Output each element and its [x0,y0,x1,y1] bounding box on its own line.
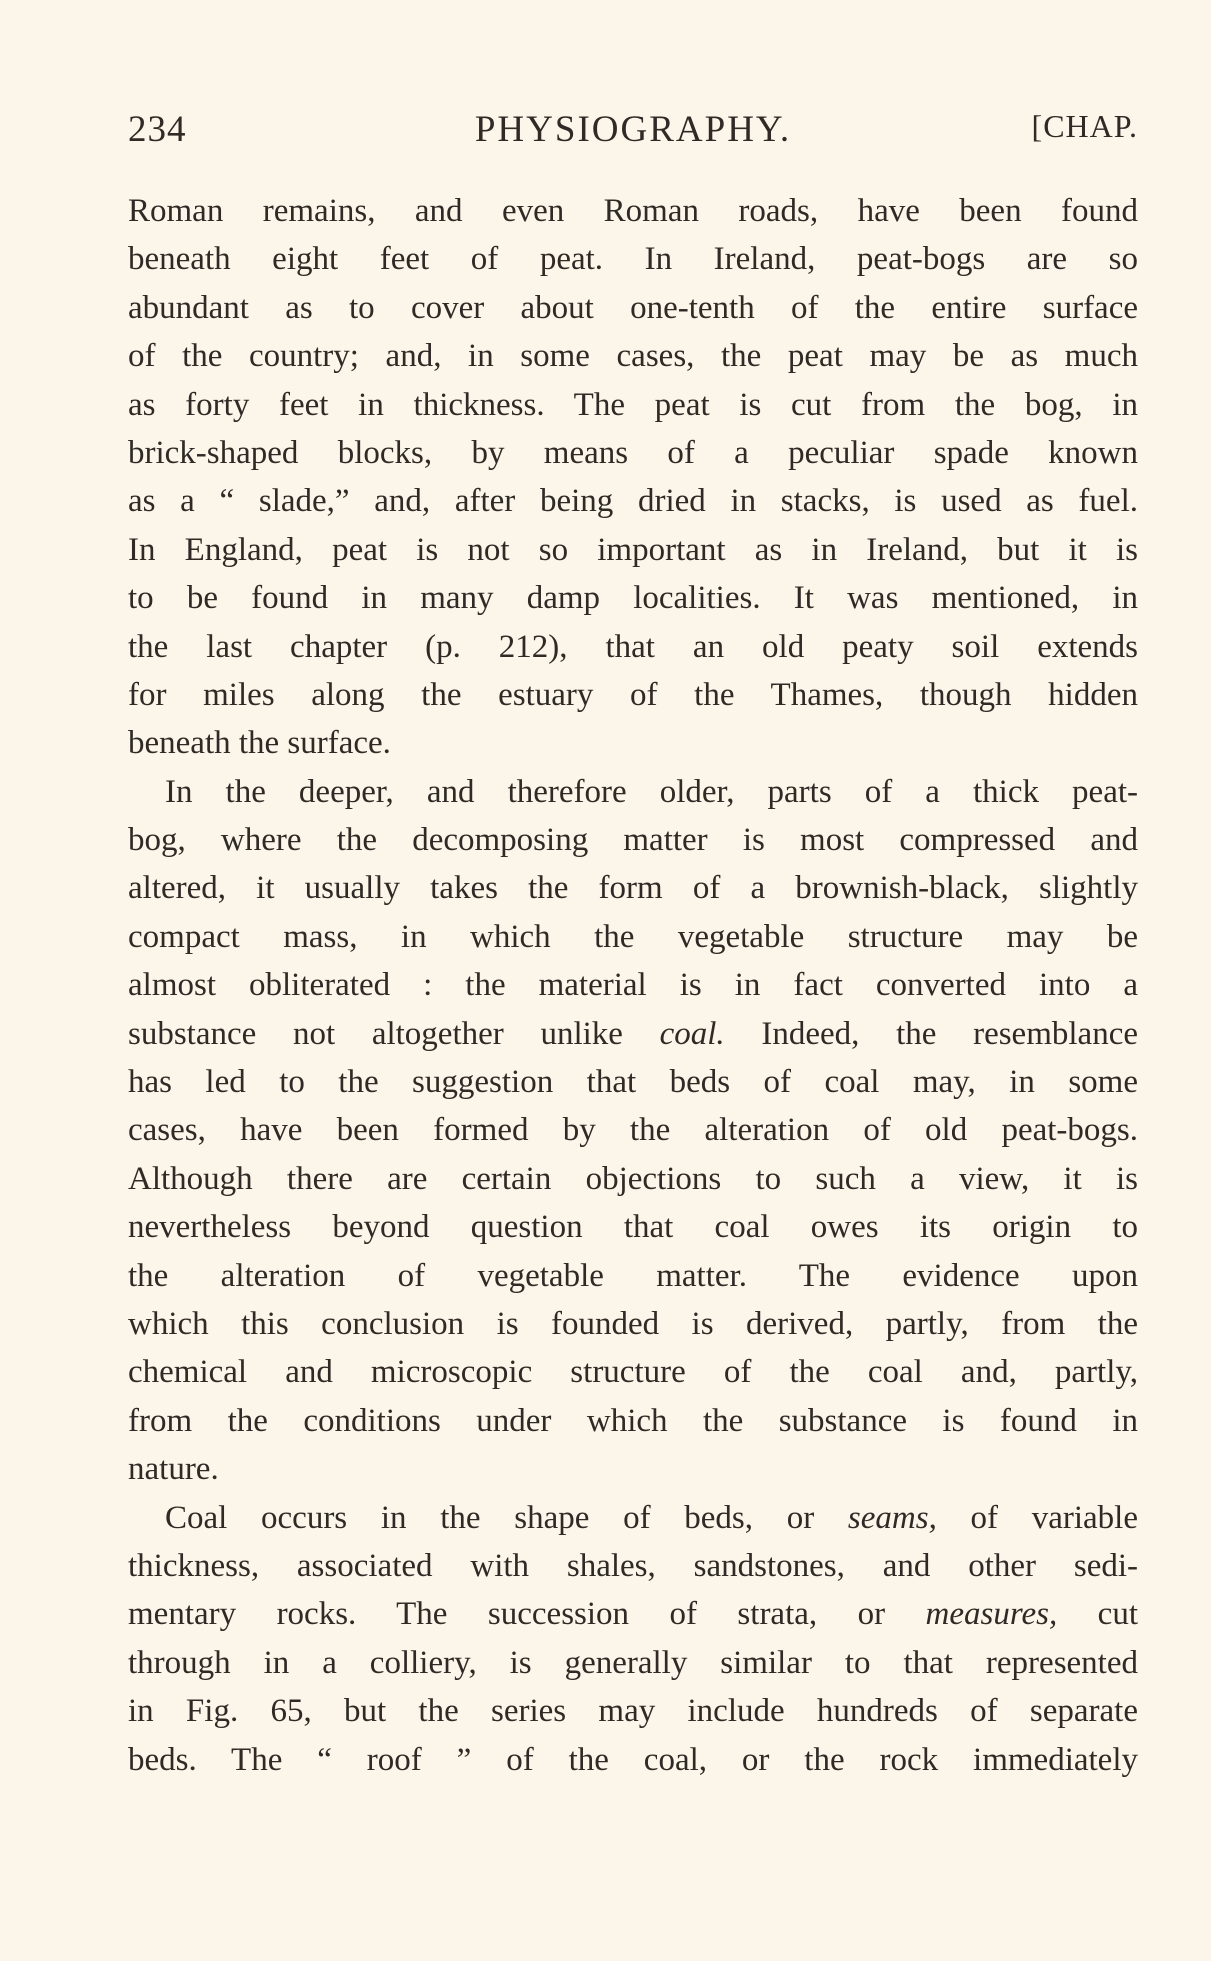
paragraph-start-line: In the deeper, and therefore older, parts of a thick peat- [165,773,1138,810]
paragraph-start-line-with-italic [128,1494,1138,1542]
text-line: in Fig. 65, but the series may include hundreds of separate [128,1693,1138,1730]
text-line: the last chapter (p. 212), that an old peaty soil extends [128,628,1138,665]
text-line: beds. The “ roof ” of the coal, or the rock immediately [128,1741,1138,1778]
text-line: as a “ slade,” and, after being dried in stacks, is used as fuel. [128,483,1138,520]
text-line: chemical and microscopic structure of the coal and, partly, [128,1354,1138,1391]
text-line: as forty feet in thickness. The peat is cut from the bog, in [128,386,1138,423]
text-line: has led to the suggestion that beds of coal may, in some [128,1064,1138,1101]
text-line-with-italic [128,1590,1138,1638]
chapter-marker: [CHAP. [1031,108,1138,144]
text-line: which this conclusion is founded is derived, partly, from the [128,1305,1138,1342]
text-line: cases, have been formed by the alteration of old peat-bogs. [128,1112,1138,1149]
page-number: 234 [128,109,187,150]
text-line: the alteration of vegetable matter. The evidence upon [128,1257,1138,1294]
text-segment: substance not altogether unlike [128,1015,660,1052]
text-line: from the conditions under which the substance is found in [128,1402,1138,1439]
text-line: Although there are certain objections to such a view, it is [128,1160,1138,1197]
text-line: compact mass, in which the vegetable structure may be [128,918,1138,955]
text-line: abundant as to cover about one-tenth of the entire surface [128,289,1138,326]
text-line: thickness, associated with shales, sandstones, and other sedi- [128,1547,1138,1584]
text-line: Roman remains, and even Roman roads, have been found [128,193,1138,229]
text-segment: cut [1057,1596,1138,1633]
text-line: for miles along the estuary of the Thames, though hidden [128,676,1138,713]
text-segment: of variable [936,1499,1138,1536]
text-line: bog, where the decomposing matter is most compressed and [128,822,1138,859]
text-segment: Indeed, the resemblance [724,1015,1138,1052]
text-segment: Coal occurs in the shape of beds, or [165,1499,848,1536]
italic-term-seams: seams, [847,1499,937,1536]
page-header [128,108,1138,158]
running-title: PHYSIOGRAPHY. [474,109,792,150]
text-line: altered, it usually takes the form of a brownish-black, slightly [128,870,1138,907]
text-line: In England, peat is not so important as in Ireland, but it is [128,531,1138,568]
text-line-with-italic [128,1010,1138,1058]
text-line: brick-shaped blocks, by means of a peculiar spade known [128,434,1138,471]
text-line: through in a colliery, is generally similar to that represented [128,1644,1138,1681]
text-line: almost obliterated : the material is in fact converted into a [128,967,1138,1004]
text-line: nevertheless beyond question that coal owes its origin to [128,1209,1138,1246]
italic-term-measures: measures, [925,1596,1058,1633]
paragraph-end-line: nature. [128,1451,219,1488]
text-line: to be found in many damp localities. It was mentioned, in [128,580,1138,617]
text-line: beneath eight feet of peat. In Ireland, peat-bogs are so [128,241,1138,278]
text-line: of the country; and, in some cases, the peat may be as much [128,338,1138,375]
italic-term-coal: coal. [659,1015,725,1052]
paragraph-end-line: beneath the surface. [128,725,391,762]
body-text [128,187,1138,1784]
text-segment: mentary rocks. The succession of strata, or [128,1596,926,1633]
